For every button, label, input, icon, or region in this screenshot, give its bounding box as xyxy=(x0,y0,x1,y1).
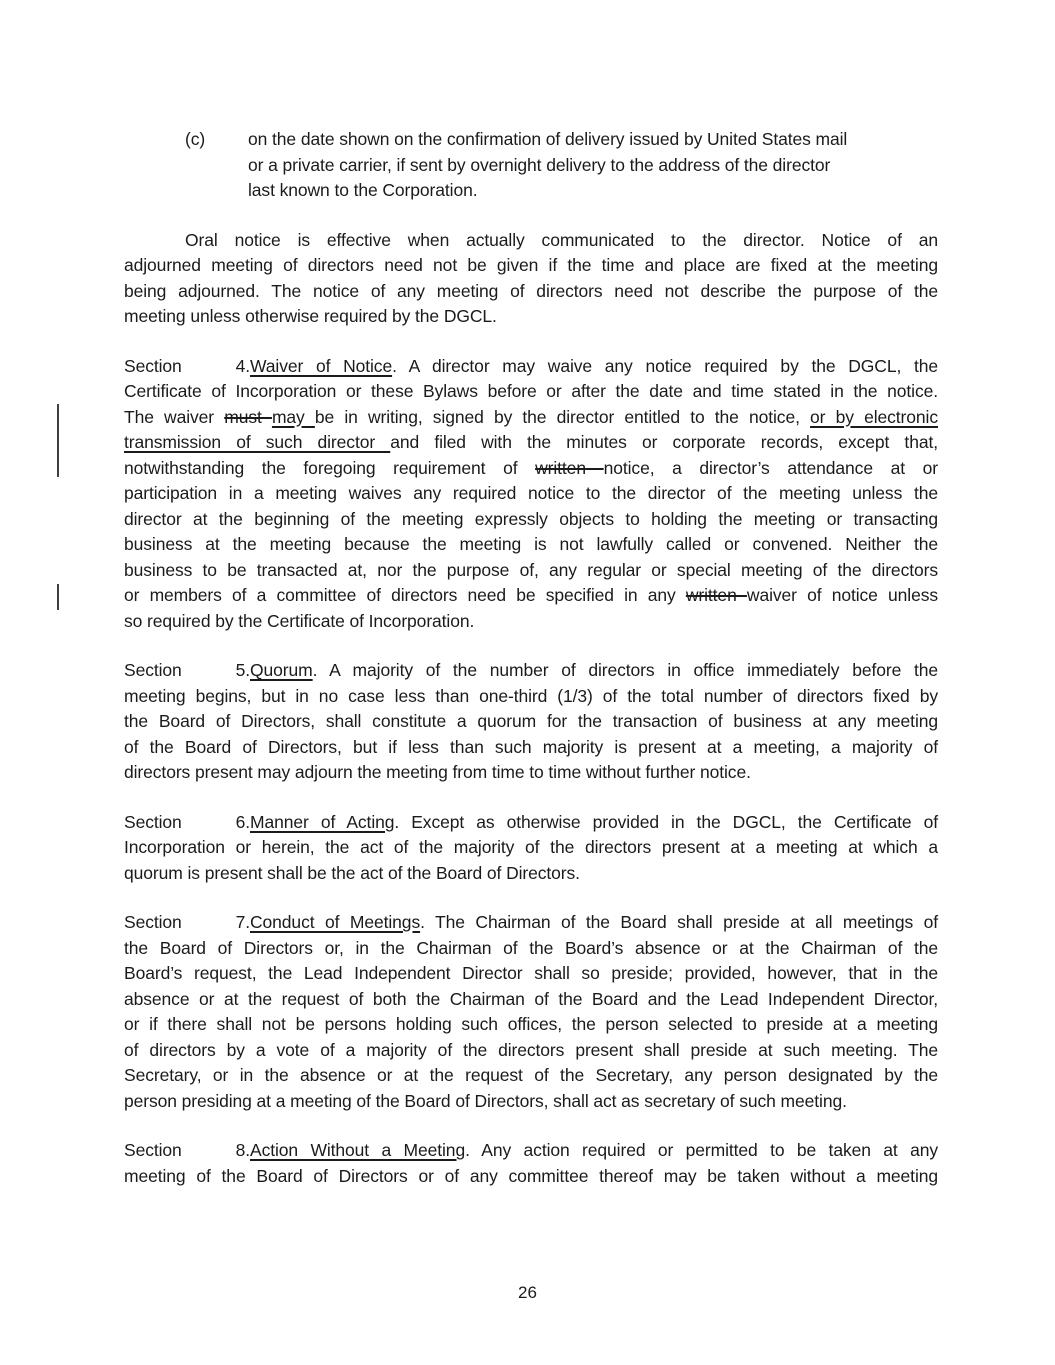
text-run: Incorporation or herein, the act of the majority of the directors present at a meeting at which a xyxy=(124,837,938,857)
document-body xyxy=(124,127,938,1213)
text-run: meeting unless otherwise required by the DGCL. xyxy=(124,306,497,326)
text-run: . Any action required or permitted to be taken at any xyxy=(465,1140,938,1160)
text-line xyxy=(124,810,938,836)
text-run: meeting of the Board of Directors or of any committee thereof may be taken without a meeting xyxy=(124,1165,938,1186)
text-run: absence or at the request of both the Chairman of the Board and the Lead Independent Director, xyxy=(124,988,938,1009)
text-run: of the Board of Directors, but if less than such majority is present at a meeting, a majority of xyxy=(124,736,938,757)
text-line xyxy=(124,127,938,153)
text-run: or members of a committee of directors need be specified in any xyxy=(124,585,686,605)
text-line xyxy=(124,1164,938,1190)
text-line xyxy=(124,228,938,254)
text-run: waiver of notice unless xyxy=(746,585,939,605)
text-line xyxy=(124,1138,938,1164)
section-5-quorum xyxy=(124,658,938,786)
text-line xyxy=(124,153,938,179)
inserted-text: or by electronic xyxy=(810,406,938,427)
text-run: or if there shall not be persons holding such offices, the person selected to preside at a meeting xyxy=(124,1014,938,1034)
text-line xyxy=(124,658,938,684)
text-run: . The Chairman of the Board shall preside at all meetings of xyxy=(420,912,938,932)
text-line xyxy=(124,430,938,456)
text-line xyxy=(124,1063,938,1089)
text-line xyxy=(124,835,938,861)
text-line xyxy=(124,379,938,405)
text-line xyxy=(124,253,938,279)
text-run: or a private carrier, if sent by overnight delivery to the address of the director xyxy=(248,154,831,175)
text-run: of directors by a vote of a majority of the directors present shall preside at such meeting. The xyxy=(124,1039,938,1060)
text-line xyxy=(124,481,938,507)
text-line xyxy=(124,178,938,204)
text-line xyxy=(124,910,938,936)
text-line xyxy=(124,709,938,735)
deleted-text: written xyxy=(535,457,604,478)
text-line xyxy=(124,583,938,609)
text-run: business to be transacted at, nor the purpose of, any regular or special meeting of the directors xyxy=(124,559,938,580)
text-line xyxy=(124,735,938,761)
inserted-text: transmission of such director xyxy=(124,432,391,452)
section-8-action-without-a-meeting xyxy=(124,1138,938,1189)
inserted-text: Action Without a Meeting xyxy=(250,1140,466,1160)
text-run: quorum is present shall be the act of the Board of Directors. xyxy=(124,862,580,883)
text-run: and filed with the minutes or corporate records, except that, xyxy=(390,432,938,452)
text-line xyxy=(124,987,938,1013)
text-run: meeting begins, but in no case less than one-third (1/3) of the total number of directors fixed by xyxy=(124,685,938,706)
text-run: on the date shown on the confirmation of delivery issued by United States mail xyxy=(248,129,848,149)
text-run: Oral notice is effective when actually communicated to the director. Notice of an xyxy=(185,229,938,250)
deleted-text: written xyxy=(685,585,747,605)
text-run: Section 6. xyxy=(124,811,250,832)
text-run: Secretary, or in the absence or at the request of the Secretary, any person designated by the xyxy=(124,1065,938,1085)
text-run: participation in a meeting waives any required notice to the director of the meeting unless the xyxy=(124,483,938,503)
text-line xyxy=(124,684,938,710)
text-run: notwithstanding the foregoing requirement of xyxy=(124,457,536,478)
text-line xyxy=(124,1089,938,1115)
text-run: . A director may waive any notice required by the DGCL, the xyxy=(392,355,938,376)
text-line xyxy=(124,760,938,786)
text-run: Section 8. xyxy=(124,1140,250,1160)
text-line xyxy=(124,279,938,305)
section-7-conduct-of-meetings xyxy=(124,910,938,1114)
text-run: . Except as otherwise provided in the DGCL, the Certificate of xyxy=(394,811,938,832)
text-line xyxy=(124,609,938,635)
text-line xyxy=(124,456,938,482)
section-6-manner-of-acting xyxy=(124,810,938,887)
text-line xyxy=(124,405,938,431)
text-run: Section 7. xyxy=(124,912,250,932)
text-run: (c) xyxy=(185,129,206,149)
inserted-text: Manner of Acting xyxy=(250,811,395,832)
text-run: person presiding at a meeting of the Board of Directors, shall act as secretary of such meeting. xyxy=(124,1090,847,1111)
change-bar xyxy=(57,404,59,477)
text-line xyxy=(124,304,938,330)
text-line xyxy=(124,1038,938,1064)
text-line xyxy=(124,936,938,962)
text-run: . A majority of the number of directors in office immediately before the xyxy=(312,660,938,680)
text-run: Section 4. xyxy=(124,355,250,376)
text-line xyxy=(124,532,938,558)
text-run: directors present may adjourn the meeting from time to time without further notice. xyxy=(124,762,751,782)
text-line xyxy=(124,354,938,380)
text-run: be in writing, signed by the director entitled to the notice, xyxy=(314,406,811,427)
change-bar xyxy=(57,584,59,610)
text-run: adjourned meeting of directors need not be given if the time and place are fixed at the meeting xyxy=(124,255,938,275)
inserted-text: Conduct of Meetings xyxy=(250,912,421,932)
page-number: 26 xyxy=(518,1283,537,1302)
text-run: business at the meeting because the meeting is not lawfully called or convened. Neither the xyxy=(124,534,938,554)
paragraph-oral-notice xyxy=(124,228,938,330)
text-line xyxy=(124,1012,938,1038)
section-4-waiver-of-notice xyxy=(124,354,938,635)
inserted-text: Quorum xyxy=(250,660,313,680)
text-run: notice, a director’s attendance at or xyxy=(603,457,938,478)
text-run: the Board of Directors, shall constitute a quorum for the transaction of business at any meeting xyxy=(124,711,938,731)
text-run: Section 5. xyxy=(124,660,250,680)
text-run: the Board of Directors or, in the Chairman of the Board’s absence or at the Chairman of the xyxy=(124,937,938,958)
deleted-text: must xyxy=(224,406,272,427)
list-item-c xyxy=(124,127,938,204)
text-line xyxy=(124,558,938,584)
text-run: Board’s request, the Lead Independent Director shall so preside; provided, however, that in the xyxy=(124,963,938,983)
text-run: being adjourned. The notice of any meeting of directors need not describe the purpose of the xyxy=(124,280,938,301)
inserted-text: may xyxy=(271,406,315,427)
text-line xyxy=(124,507,938,533)
text-run: director at the beginning of the meeting expressly objects to holding the meeting or transacting xyxy=(124,508,938,529)
text-run: so required by the Certificate of Incorporation. xyxy=(124,610,475,631)
inserted-text: Waiver of Notice xyxy=(250,355,393,376)
text-run: The waiver xyxy=(124,406,225,427)
text-line xyxy=(124,861,938,887)
text-run: Certificate of Incorporation or these Bylaws before or after the date and time stated in the notice. xyxy=(124,381,938,401)
text-run: last known to the Corporation. xyxy=(248,180,478,200)
text-line xyxy=(124,961,938,987)
